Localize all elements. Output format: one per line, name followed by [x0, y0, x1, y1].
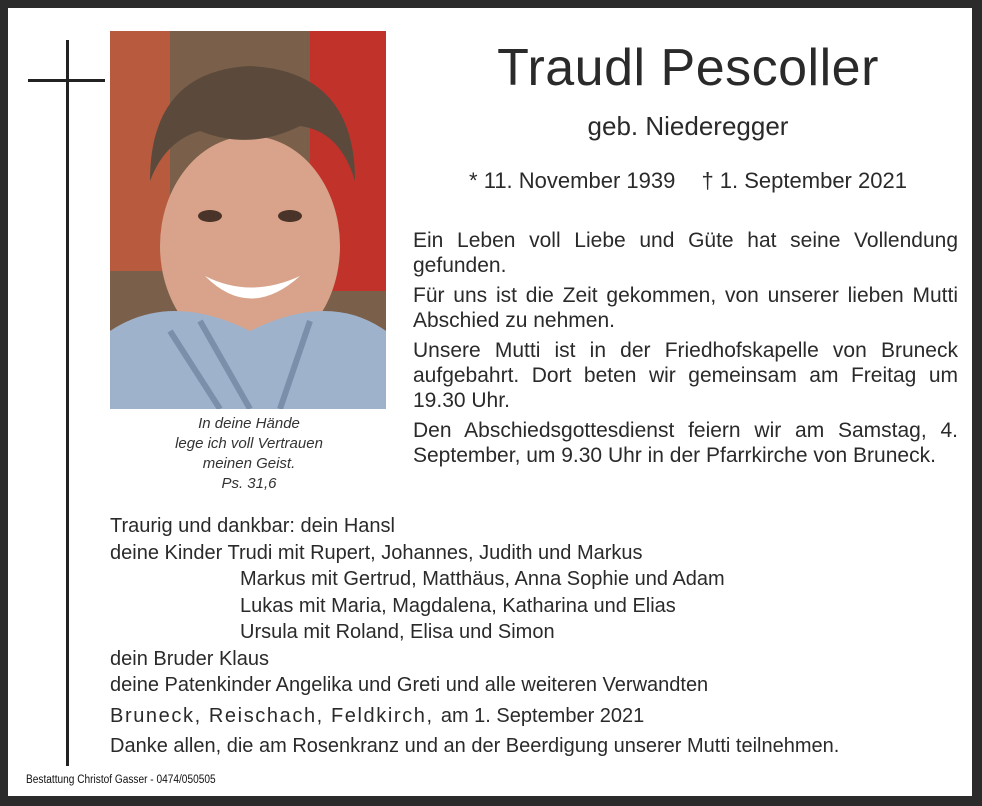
paragraph: Für uns ist die Zeit gekommen, von unserer lieben Mutti Abschied zu nehmen. [413, 284, 958, 332]
mourner-line: deine Patenkinder Angelika und Greti und alle weiteren Verwandten [110, 674, 709, 696]
notice-date: am 1. September 2021 [440, 704, 645, 727]
bible-verse [118, 414, 380, 494]
thanks-note: Danke allen, die am Rosenkranz und an der Beerdigung unserer Mutti teilnehmen. [110, 735, 840, 757]
paragraph: Den Abschiedsgottesdienst feiern wir am Samstag, 4. September, um 9.30 Uhr in der Pfarrkirche von Bruneck. [413, 419, 958, 467]
mourner-line: Lukas mit Maria, Magdalena, Katharina und Elias [240, 594, 676, 617]
mourner-line: deine Kinder Trudi mit Rupert, Johannes, Judith und Markus [110, 541, 643, 564]
undertaker-credit: Bestattung Christof Gasser - 0474/050505 [26, 774, 216, 786]
verse-line: lege ich voll Vertrauen [175, 435, 323, 452]
mourners-list [110, 513, 950, 760]
paragraph: Unsere Mutti ist in der Friedhofskapelle von Bruneck aufgebahrt. Dort beten wir gemeinsam am Freitag um 19.30 Uhr. [413, 339, 958, 412]
maiden-name: geb. Niederegger [587, 111, 789, 141]
death-date: † 1. September 2021 [701, 168, 907, 193]
mourner-line: Markus mit Gertrud, Matthäus, Anna Sophie und Adam [240, 568, 725, 590]
cross-icon-horizontal [28, 79, 105, 82]
mourner-line: Traurig und dankbar: dein Hansl [110, 515, 395, 537]
mourner-line: Ursula mit Roland, Elisa und Simon [240, 621, 555, 643]
mourner-line: dein Bruder Klaus [110, 647, 269, 670]
verse-reference: Ps. 31,6 [221, 475, 277, 492]
cross-icon-vertical [66, 40, 69, 766]
birth-date: * 11. November 1939 [469, 168, 676, 193]
place-names: Bruneck, Reischach, Feldkirch, [110, 704, 434, 727]
paragraph: Ein Leben voll Liebe und Güte hat seine Vollendung gefunden. [413, 229, 958, 277]
portrait-photo [110, 31, 386, 409]
deceased-name: Traudl Pescoller [497, 39, 879, 97]
announcement-text [413, 228, 958, 473]
portrait-illustration [110, 31, 386, 409]
verse-line: In deine Hände [198, 415, 300, 432]
verse-line: meinen Geist. [202, 455, 296, 472]
place-and-date [110, 703, 950, 730]
life-dates [418, 168, 958, 194]
obituary-card [8, 8, 972, 796]
